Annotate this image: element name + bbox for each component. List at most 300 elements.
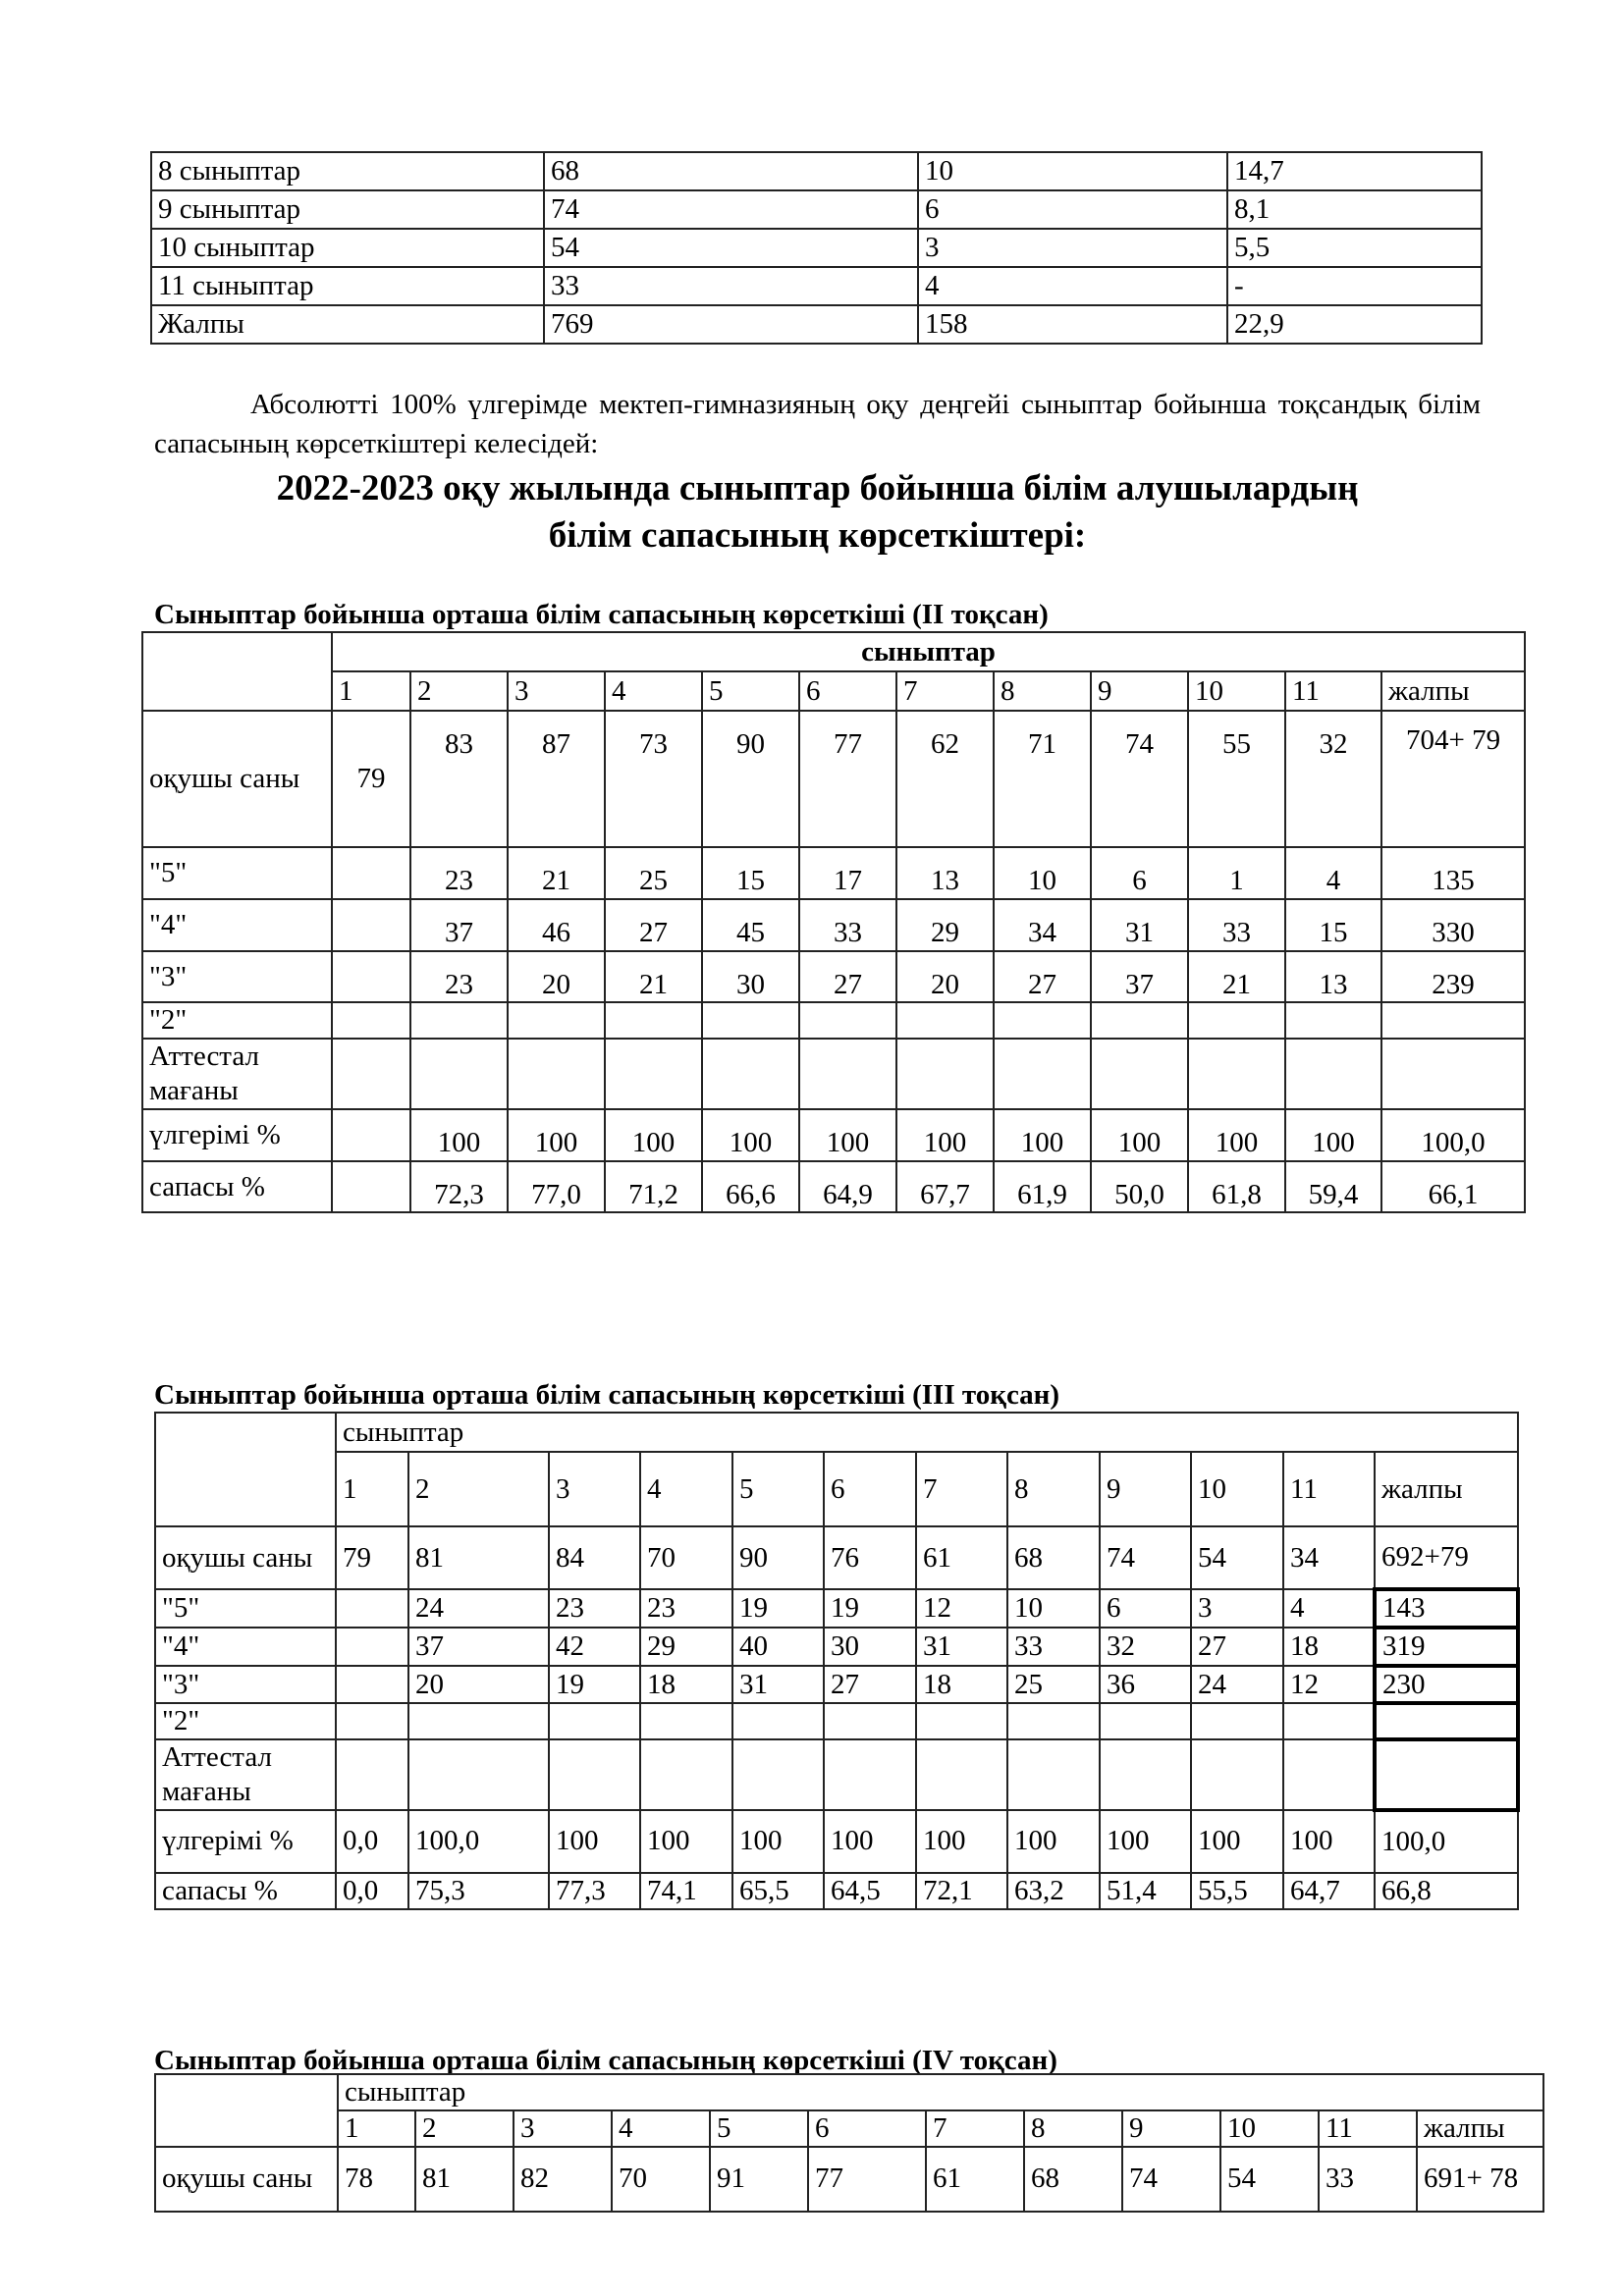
table-cell: 74,1: [640, 1873, 732, 1909]
table-cell: 87: [508, 711, 605, 847]
table-cell: [1091, 1039, 1188, 1109]
table-row: [142, 847, 1525, 899]
table-cell: 66,1: [1381, 1161, 1525, 1213]
table-cell: 10: [994, 847, 1091, 899]
table-cell: [508, 1002, 605, 1039]
column-header: 1: [332, 671, 410, 711]
row-label: "5": [142, 847, 332, 899]
table-cell: 100: [994, 1109, 1091, 1161]
column-header: 8: [994, 671, 1091, 711]
table-row: [151, 305, 1482, 344]
table-cell: 143: [1375, 1589, 1518, 1628]
table-row: [142, 1002, 1525, 1039]
table-cell: 100: [549, 1810, 640, 1873]
table-cell: [336, 1739, 408, 1810]
table-cell: 37: [410, 899, 508, 951]
row-label: Аттестал мағаны: [155, 1739, 336, 1810]
table-cell: 18: [1283, 1628, 1375, 1666]
table-cell: 78: [338, 2147, 415, 2212]
column-header: 5: [702, 671, 799, 711]
column-header: жалпы: [1381, 671, 1525, 711]
table-cell: 135: [1381, 847, 1525, 899]
table-row: [151, 152, 1482, 190]
table-cell: [1091, 1002, 1188, 1039]
table-cell: 55,5: [1191, 1873, 1283, 1909]
table-cell: 31: [1091, 899, 1188, 951]
table-cell: 20: [896, 951, 994, 1003]
table-row: [142, 1161, 1525, 1213]
table-cell: 45: [702, 899, 799, 951]
table-cell: 100: [1007, 1810, 1100, 1873]
table-cell: 23: [640, 1589, 732, 1628]
column-header: 1: [336, 1452, 408, 1526]
corner-cell: [142, 632, 332, 711]
table-cell: 23: [410, 951, 508, 1003]
table-row: [155, 1873, 1518, 1909]
row-label: оқушы саны: [142, 711, 332, 847]
table-cell: 330: [1381, 899, 1525, 951]
table-row: [142, 951, 1525, 1003]
table-cell: [332, 899, 410, 951]
table-cell: 74: [1100, 1526, 1191, 1589]
table-cell: [799, 1002, 896, 1039]
table-cell: 77: [799, 711, 896, 847]
table-cell: 77,0: [508, 1161, 605, 1213]
table-cell: [799, 1039, 896, 1109]
table-cell: 100: [896, 1109, 994, 1161]
table-cell: 83: [410, 711, 508, 847]
table-cell: 100: [732, 1810, 824, 1873]
table-cell: 158: [918, 305, 1227, 344]
table-cell: 12: [1283, 1666, 1375, 1704]
table-cell: 54: [544, 229, 918, 267]
column-header: жалпы: [1375, 1452, 1518, 1526]
table-cell: 24: [1191, 1666, 1283, 1704]
table-cell: 21: [1188, 951, 1285, 1003]
table-cell: 33: [1319, 2147, 1417, 2212]
row-label: сапасы %: [142, 1161, 332, 1213]
table-row: [142, 1109, 1525, 1161]
table-cell: 6: [1091, 847, 1188, 899]
row-label: "3": [142, 951, 332, 1003]
table-cell: 65,5: [732, 1873, 824, 1909]
table-cell: 319: [1375, 1628, 1518, 1666]
table-row: [151, 229, 1482, 267]
table-row: [142, 899, 1525, 951]
table-cell: [640, 1739, 732, 1810]
table-cell: 10: [1007, 1589, 1100, 1628]
row-label: 8 сыныптар: [151, 152, 544, 190]
table-cell: [1191, 1739, 1283, 1810]
table-cell: [702, 1002, 799, 1039]
table-cell: 46: [508, 899, 605, 951]
table-cell: 3: [918, 229, 1227, 267]
table-cell: 13: [1285, 951, 1381, 1003]
table-cell: 100: [799, 1109, 896, 1161]
table-cell: [896, 1039, 994, 1109]
table-cell: 100: [702, 1109, 799, 1161]
column-header-row: [142, 671, 1525, 711]
table-cell: [549, 1739, 640, 1810]
table-cell: 55: [1188, 711, 1285, 847]
table-cell: 81: [408, 1526, 549, 1589]
quarter2-table: [141, 631, 1526, 1213]
row-label: "4": [155, 1628, 336, 1666]
table-cell: [824, 1739, 916, 1810]
table-cell: 63,2: [1007, 1873, 1100, 1909]
table-cell: [1007, 1739, 1100, 1810]
table-cell: 76: [824, 1526, 916, 1589]
table-cell: 12: [916, 1589, 1007, 1628]
table-cell: 100: [640, 1810, 732, 1873]
table-cell: 100: [1091, 1109, 1188, 1161]
table-cell: 79: [336, 1526, 408, 1589]
column-header: 4: [605, 671, 702, 711]
group-header-row: [142, 632, 1525, 671]
table-cell: [1375, 1739, 1518, 1810]
column-header: 9: [1122, 2110, 1220, 2147]
table-cell: [549, 1703, 640, 1739]
table-cell: [410, 1002, 508, 1039]
table-cell: [1188, 1039, 1285, 1109]
table-cell: 68: [544, 152, 918, 190]
group-header: сыныптар: [336, 1413, 1518, 1452]
column-header: 4: [640, 1452, 732, 1526]
table-cell: [1100, 1703, 1191, 1739]
row-label: үлгерімі %: [155, 1810, 336, 1873]
row-label: оқушы саны: [155, 1526, 336, 1589]
column-header: 7: [926, 2110, 1024, 2147]
table-cell: 27: [1191, 1628, 1283, 1666]
table-cell: 31: [916, 1628, 1007, 1666]
column-header: 2: [415, 2110, 514, 2147]
column-header: 6: [824, 1452, 916, 1526]
table-row: [155, 1526, 1518, 1589]
table-cell: 72,3: [410, 1161, 508, 1213]
row-label: "2": [155, 1703, 336, 1739]
table-cell: 19: [549, 1666, 640, 1704]
table-cell: 6: [918, 190, 1227, 229]
table-cell: 23: [549, 1589, 640, 1628]
table-cell: [732, 1739, 824, 1810]
column-header: 9: [1091, 671, 1188, 711]
table-cell: [1100, 1739, 1191, 1810]
grade-summary-table: [150, 151, 1483, 345]
table-cell: 3: [1191, 1589, 1283, 1628]
column-header: 10: [1220, 2110, 1319, 2147]
table-cell: 24: [408, 1589, 549, 1628]
table-cell: [994, 1002, 1091, 1039]
table-cell: 70: [612, 2147, 710, 2212]
table-cell: [1375, 1703, 1518, 1739]
table-cell: 5,5: [1227, 229, 1482, 267]
group-header-row: [155, 1413, 1518, 1452]
table-cell: 21: [508, 847, 605, 899]
table-row: [151, 267, 1482, 305]
table-cell: 23: [410, 847, 508, 899]
table-cell: 36: [1100, 1666, 1191, 1704]
quarter2-caption: Сыныптар бойынша орташа білім сапасының көрсеткіші (II тоқсан): [154, 599, 1049, 630]
table-cell: [1191, 1703, 1283, 1739]
table-cell: 100: [1191, 1810, 1283, 1873]
table-cell: 33: [799, 899, 896, 951]
table-cell: 50,0: [1091, 1161, 1188, 1213]
column-header: 5: [710, 2110, 808, 2147]
table-cell: 100,0: [1375, 1810, 1518, 1873]
group-header-row: [155, 2074, 1543, 2110]
column-header: 9: [1100, 1452, 1191, 1526]
table-cell: [1007, 1703, 1100, 1739]
table-cell: 0,0: [336, 1810, 408, 1873]
table-cell: 68: [1024, 2147, 1122, 2212]
table-cell: [336, 1589, 408, 1628]
table-cell: 90: [702, 711, 799, 847]
main-heading: [154, 465, 1481, 560]
table-cell: 33: [1007, 1628, 1100, 1666]
table-cell: 72,1: [916, 1873, 1007, 1909]
table-cell: 1: [1188, 847, 1285, 899]
table-cell: 74: [544, 190, 918, 229]
table-cell: [605, 1002, 702, 1039]
group-header: сыныптар: [332, 632, 1525, 671]
table-cell: [1381, 1039, 1525, 1109]
column-header-row: [155, 1452, 1518, 1526]
column-header: 7: [896, 671, 994, 711]
table-cell: 18: [916, 1666, 1007, 1704]
column-header: 4: [612, 2110, 710, 2147]
table-cell: 71,2: [605, 1161, 702, 1213]
table-cell: 66,6: [702, 1161, 799, 1213]
table-cell: 692+79: [1375, 1526, 1518, 1589]
table-cell: [640, 1703, 732, 1739]
column-header: 7: [916, 1452, 1007, 1526]
table-cell: 17: [799, 847, 896, 899]
column-header: 6: [799, 671, 896, 711]
table-cell: [1188, 1002, 1285, 1039]
table-cell: 51,4: [1100, 1873, 1191, 1909]
table-cell: [332, 1002, 410, 1039]
table-cell: 100: [1283, 1810, 1375, 1873]
table-cell: 40: [732, 1628, 824, 1666]
column-header: 8: [1024, 2110, 1122, 2147]
column-header-row: [155, 2110, 1543, 2147]
table-cell: 84: [549, 1526, 640, 1589]
table-cell: 64,7: [1283, 1873, 1375, 1909]
table-cell: 61,9: [994, 1161, 1091, 1213]
column-header: 11: [1283, 1452, 1375, 1526]
table-cell: 27: [824, 1666, 916, 1704]
corner-cell: [155, 2074, 338, 2147]
table-cell: 100: [916, 1810, 1007, 1873]
table-cell: 4: [1283, 1589, 1375, 1628]
table-cell: 37: [408, 1628, 549, 1666]
table-cell: 77,3: [549, 1873, 640, 1909]
table-cell: 100: [508, 1109, 605, 1161]
table-cell: [332, 951, 410, 1003]
column-header: 8: [1007, 1452, 1100, 1526]
table-cell: 70: [640, 1526, 732, 1589]
table-cell: 8,1: [1227, 190, 1482, 229]
table-row: [155, 1666, 1518, 1704]
table-row: [155, 2147, 1543, 2212]
table-cell: 33: [544, 267, 918, 305]
main-heading-line1: 2022-2023 оқу жылында сыныптар бойынша білім алушылардың: [276, 468, 1359, 508]
table-cell: 100: [824, 1810, 916, 1873]
table-cell: 32: [1100, 1628, 1191, 1666]
table-row: [155, 1739, 1518, 1810]
table-cell: 37: [1091, 951, 1188, 1003]
table-cell: 29: [896, 899, 994, 951]
row-label: Аттестал мағаны: [142, 1039, 332, 1109]
table-cell: 74: [1091, 711, 1188, 847]
table-cell: 30: [824, 1628, 916, 1666]
column-header: 2: [410, 671, 508, 711]
table-cell: [732, 1703, 824, 1739]
table-cell: 59,4: [1285, 1161, 1381, 1213]
table-cell: [1285, 1002, 1381, 1039]
table-cell: [605, 1039, 702, 1109]
table-cell: [1283, 1703, 1375, 1739]
table-cell: 100: [1285, 1109, 1381, 1161]
table-row: [155, 1628, 1518, 1666]
table-cell: 100,0: [408, 1810, 549, 1873]
table-cell: 0,0: [336, 1873, 408, 1909]
column-header: 10: [1191, 1452, 1283, 1526]
quarter3-caption: Сыныптар бойынша орташа білім сапасының көрсеткіші (III тоқсан): [154, 1379, 1060, 1411]
table-cell: 25: [1007, 1666, 1100, 1704]
table-cell: 4: [1285, 847, 1381, 899]
table-cell: 42: [549, 1628, 640, 1666]
row-label: "5": [155, 1589, 336, 1628]
table-cell: 61: [926, 2147, 1024, 2212]
table-cell: 61: [916, 1526, 1007, 1589]
table-cell: 82: [514, 2147, 612, 2212]
table-row: [155, 1810, 1518, 1873]
table-cell: 239: [1381, 951, 1525, 1003]
table-cell: 32: [1285, 711, 1381, 847]
table-cell: 15: [1285, 899, 1381, 951]
table-cell: 6: [1100, 1589, 1191, 1628]
table-cell: 31: [732, 1666, 824, 1704]
table-cell: 91: [710, 2147, 808, 2212]
table-cell: 4: [918, 267, 1227, 305]
table-cell: 21: [605, 951, 702, 1003]
table-cell: 230: [1375, 1666, 1518, 1704]
table-cell: 75,3: [408, 1873, 549, 1909]
table-cell: 64,9: [799, 1161, 896, 1213]
intro-paragraph-text: Абсолютті 100% үлгерімде мектеп-гимназияның оқу деңгейі сыныптар бойынша тоқсандық білім сапасының көрсеткіштері келесідей:: [154, 389, 1481, 459]
table-cell: 691+ 78: [1417, 2147, 1543, 2212]
table-cell: 27: [799, 951, 896, 1003]
row-label: 11 сыныптар: [151, 267, 544, 305]
table-cell: 10: [918, 152, 1227, 190]
table-cell: 34: [1283, 1526, 1375, 1589]
table-cell: 33: [1188, 899, 1285, 951]
column-header: 1: [338, 2110, 415, 2147]
column-header: 11: [1319, 2110, 1417, 2147]
table-cell: 25: [605, 847, 702, 899]
table-cell: 30: [702, 951, 799, 1003]
row-label: үлгерімі %: [142, 1109, 332, 1161]
table-cell: [916, 1703, 1007, 1739]
table-cell: [332, 1039, 410, 1109]
table-cell: 15: [702, 847, 799, 899]
table-row: [155, 1703, 1518, 1739]
table-cell: 77: [808, 2147, 926, 2212]
table-cell: 20: [408, 1666, 549, 1704]
row-label: 9 сыныптар: [151, 190, 544, 229]
group-header: сыныптар: [338, 2074, 1543, 2110]
row-label: оқушы саны: [155, 2147, 338, 2212]
table-cell: [508, 1039, 605, 1109]
table-cell: 29: [640, 1628, 732, 1666]
row-label: Жалпы: [151, 305, 544, 344]
table-cell: 19: [732, 1589, 824, 1628]
column-header: 11: [1285, 671, 1381, 711]
table-cell: [896, 1002, 994, 1039]
table-cell: [824, 1703, 916, 1739]
table-cell: 34: [994, 899, 1091, 951]
table-cell: [408, 1739, 549, 1810]
table-cell: 14,7: [1227, 152, 1482, 190]
table-cell: 100,0: [1381, 1109, 1525, 1161]
row-label: "2": [142, 1002, 332, 1039]
table-cell: 22,9: [1227, 305, 1482, 344]
column-header: 5: [732, 1452, 824, 1526]
table-cell: -: [1227, 267, 1482, 305]
table-cell: [916, 1739, 1007, 1810]
table-cell: 66,8: [1375, 1873, 1518, 1909]
table-cell: 769: [544, 305, 918, 344]
quarter3-table: [154, 1412, 1520, 1910]
row-label: "4": [142, 899, 332, 951]
row-label: "3": [155, 1666, 336, 1704]
table-cell: [1283, 1739, 1375, 1810]
table-cell: [332, 847, 410, 899]
table-cell: [702, 1039, 799, 1109]
column-header: 3: [508, 671, 605, 711]
table-cell: 54: [1220, 2147, 1319, 2212]
table-cell: [1381, 1002, 1525, 1039]
table-cell: 81: [415, 2147, 514, 2212]
table-cell: 79: [332, 711, 410, 847]
quarter4-table: [154, 2073, 1544, 2213]
table-cell: 67,7: [896, 1161, 994, 1213]
column-header: 6: [808, 2110, 926, 2147]
main-heading-line2: білім сапасының көрсеткіштері:: [548, 515, 1087, 556]
table-cell: 90: [732, 1526, 824, 1589]
table-cell: 704+ 79: [1381, 711, 1525, 847]
table-cell: [410, 1039, 508, 1109]
table-cell: [336, 1666, 408, 1704]
table-row: [142, 711, 1525, 847]
table-cell: 100: [605, 1109, 702, 1161]
table-cell: [336, 1628, 408, 1666]
table-row: [142, 1039, 1525, 1109]
table-cell: 71: [994, 711, 1091, 847]
column-header: 10: [1188, 671, 1285, 711]
corner-cell: [155, 1413, 336, 1526]
table-cell: 73: [605, 711, 702, 847]
table-cell: 100: [1100, 1810, 1191, 1873]
table-cell: 54: [1191, 1526, 1283, 1589]
intro-paragraph: [154, 385, 1481, 463]
table-cell: [332, 1161, 410, 1213]
table-cell: [408, 1703, 549, 1739]
table-cell: 74: [1122, 2147, 1220, 2212]
table-cell: 13: [896, 847, 994, 899]
table-cell: 61,8: [1188, 1161, 1285, 1213]
